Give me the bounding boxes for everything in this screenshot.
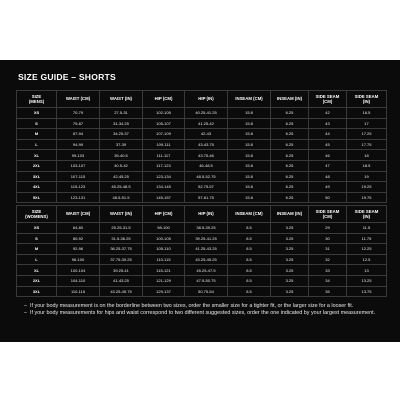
measurement-cell: 6.25 (271, 171, 309, 182)
measurement-cell: 15.8 (228, 108, 271, 119)
table-row (17, 192, 387, 203)
measurement-cell: 92-96 (57, 244, 100, 255)
measurement-cell: 12.5 (347, 254, 387, 265)
measurement-cell: 111-117 (143, 150, 185, 161)
measurement-cell: 123-131 (57, 192, 100, 203)
measurement-cell: 38.5-39.25 (185, 223, 228, 234)
measurement-cell: 3.25 (271, 244, 309, 255)
column-header: INSEAM (CM) (228, 206, 271, 223)
column-header: HIP (IN) (185, 91, 228, 108)
table-row (17, 160, 387, 171)
size-label-cell: 2XL (17, 275, 57, 286)
mens-header-row (17, 91, 387, 108)
measurement-cell: 6.25 (271, 129, 309, 140)
measurement-cell: 37.75-39.25 (100, 254, 143, 265)
table-row (17, 118, 387, 129)
measurement-cell: 8.5 (228, 244, 271, 255)
table-row (17, 265, 387, 276)
table-row (17, 150, 387, 161)
measurement-cell: 44 (309, 129, 347, 140)
measurement-cell: 98-100 (143, 223, 185, 234)
size-label-cell: XS (17, 108, 57, 119)
bullet-dash: – (24, 310, 27, 317)
measurement-cell: 45.25-48.5 (100, 182, 143, 193)
measurement-cell: 6.25 (271, 139, 309, 150)
measurement-cell: 8.5 (228, 265, 271, 276)
measurement-cell: 35 (309, 286, 347, 297)
size-label-cell: S (17, 118, 57, 129)
measurement-cell: 47 (309, 160, 347, 171)
size-label-cell: 2XL (17, 160, 57, 171)
column-header: SIZE (WOMENS) (17, 206, 57, 223)
measurement-cell: 15.8 (228, 150, 271, 161)
measurement-cell: 43-43.75 (185, 139, 228, 150)
measurement-cell: 134-145 (143, 182, 185, 193)
measurement-cell: 123-134 (143, 171, 185, 182)
table-row (17, 254, 387, 265)
measurement-cell: 33 (309, 265, 347, 276)
measurement-cell: 27.5-31 (100, 108, 143, 119)
measurement-cell: 18 (347, 150, 387, 161)
table-row (17, 171, 387, 182)
measurement-cell: 100-105 (143, 233, 185, 244)
measurement-cell: 107-115 (57, 171, 100, 182)
measurement-cell: 8.5 (228, 286, 271, 297)
measurement-cell: 13 (347, 265, 387, 276)
note-item (24, 310, 380, 317)
measurement-cell: 50.75-54 (185, 286, 228, 297)
measurement-cell: 40.5-42 (100, 160, 143, 171)
measurement-cell: 46 (309, 150, 347, 161)
measurement-cell: 11.75 (347, 233, 387, 244)
size-label-cell: L (17, 254, 57, 265)
table-row (17, 244, 387, 255)
measurement-cell: 6.25 (271, 182, 309, 193)
measurement-cell: 57-61.75 (185, 192, 228, 203)
measurement-cell: 42 (309, 108, 347, 119)
measurement-cell: 3.25 (271, 223, 309, 234)
measurement-cell: 34.25-37 (100, 129, 143, 140)
measurement-cell: 115-123 (57, 182, 100, 193)
size-label-cell: XL (17, 150, 57, 161)
measurement-cell: 8.5 (228, 233, 271, 244)
column-header: INSEAM (IN) (271, 206, 309, 223)
measurement-cell: 3.25 (271, 265, 309, 276)
column-header: SIDE SEAM (IN) (347, 91, 387, 108)
table-row (17, 233, 387, 244)
table-row (17, 139, 387, 150)
measurement-cell: 29 (309, 223, 347, 234)
size-label-cell: XS (17, 223, 57, 234)
bullet-dash: – (24, 303, 27, 309)
note-item (24, 303, 380, 310)
measurement-cell: 39-40.5 (100, 150, 143, 161)
table-row (17, 182, 387, 193)
measurement-cell: 109-111 (143, 139, 185, 150)
measurement-cell: 42-45.25 (100, 171, 143, 182)
column-header: WAIST (CM) (57, 91, 100, 108)
measurement-cell: 103-107 (57, 160, 100, 171)
measurement-cell: 45 (309, 139, 347, 150)
measurement-cell: 39.25-41 (100, 265, 143, 276)
measurement-cell: 80-92 (57, 233, 100, 244)
measurement-cell: 12.25 (347, 244, 387, 255)
measurement-cell: 110-116 (57, 286, 100, 297)
measurement-cell: 52.75-57 (185, 182, 228, 193)
measurement-cell: 115-121 (143, 265, 185, 276)
measurement-cell: 8.5 (228, 275, 271, 286)
fit-notes (24, 303, 380, 318)
measurement-cell: 34 (309, 275, 347, 286)
mens-size-table (16, 90, 387, 203)
measurement-cell: 43.25-45.25 (185, 254, 228, 265)
size-label-cell: 3XL (17, 286, 57, 297)
measurement-cell: 11.5 (347, 223, 387, 234)
note-text: If your body measurement is on the borderline between two sizes, order the smaller size for a tighter fit, or the larger size for a looser fit. (30, 303, 354, 309)
size-guide-panel (0, 60, 400, 342)
size-label-cell: 3XL (17, 171, 57, 182)
measurement-cell: 41-43.25 (100, 275, 143, 286)
womens-size-table (16, 205, 387, 297)
measurement-cell: 19.75 (347, 192, 387, 203)
measurement-cell: 96-100 (57, 254, 100, 265)
note-text: If your body measurements for hips and waist correspond to two different suggested sizes, order the one indicated by your largest measurement. (30, 310, 376, 317)
measurement-cell: 79-87 (57, 118, 100, 129)
measurement-cell: 104-110 (57, 275, 100, 286)
measurement-cell: 37-39 (100, 139, 143, 150)
column-header: INSEAM (CM) (228, 91, 271, 108)
measurement-cell: 64-80 (57, 223, 100, 234)
measurement-cell: 105-107 (143, 118, 185, 129)
measurement-cell: 45.25-47.5 (185, 265, 228, 276)
womens-size-table-container (16, 205, 386, 297)
measurement-cell: 94-99 (57, 139, 100, 150)
measurement-cell: 13.75 (347, 286, 387, 297)
measurement-cell: 47.5-50.75 (185, 275, 228, 286)
measurement-cell: 49 (309, 182, 347, 193)
measurement-cell: 15.8 (228, 182, 271, 193)
column-header: HIP (CM) (143, 206, 185, 223)
measurement-cell: 43.75-46 (185, 150, 228, 161)
measurement-cell: 107-109 (143, 129, 185, 140)
measurement-cell: 17.25 (347, 129, 387, 140)
measurement-cell: 31 (309, 244, 347, 255)
measurement-cell: 87-94 (57, 129, 100, 140)
size-label-cell: M (17, 129, 57, 140)
measurement-cell: 41.25-43.25 (185, 244, 228, 255)
measurement-cell: 8.5 (228, 254, 271, 265)
measurement-cell: 6.25 (271, 160, 309, 171)
measurement-cell: 18.5 (347, 160, 387, 171)
measurement-cell: 40.25-41.25 (185, 108, 228, 119)
column-header: HIP (IN) (185, 206, 228, 223)
mens-size-table-container (16, 90, 386, 203)
measurement-cell: 42-43 (185, 129, 228, 140)
measurement-cell: 16.5 (347, 108, 387, 119)
womens-header-row (17, 206, 387, 223)
measurement-cell: 3.25 (271, 286, 309, 297)
measurement-cell: 3.25 (271, 233, 309, 244)
column-header: SIZE (MENS) (17, 91, 57, 108)
measurement-cell: 102-105 (143, 108, 185, 119)
measurement-cell: 48 (309, 171, 347, 182)
measurement-cell: 3.25 (271, 254, 309, 265)
measurement-cell: 99-103 (57, 150, 100, 161)
column-header: SIDE SEAM (IN) (347, 206, 387, 223)
measurement-cell: 121-129 (143, 275, 185, 286)
column-header: INSEAM (IN) (271, 91, 309, 108)
measurement-cell: 48.5-52.75 (185, 171, 228, 182)
page-title: SIZE GUIDE – SHORTS (18, 72, 116, 82)
size-label-cell: 4XL (17, 182, 57, 193)
size-label-cell: M (17, 244, 57, 255)
measurement-cell: 15.8 (228, 129, 271, 140)
size-label-cell: 5XL (17, 192, 57, 203)
measurement-cell: 46-48.5 (185, 160, 228, 171)
measurement-cell: 31.5-36.25 (100, 233, 143, 244)
measurement-cell: 30 (309, 233, 347, 244)
measurement-cell: 31-34.25 (100, 118, 143, 129)
measurement-cell: 39.25-41.25 (185, 233, 228, 244)
measurement-cell: 13.25 (347, 275, 387, 286)
measurement-cell: 32 (309, 254, 347, 265)
table-row (17, 108, 387, 119)
measurement-cell: 100-104 (57, 265, 100, 276)
measurement-cell: 6.25 (271, 192, 309, 203)
column-header: HIP (CM) (143, 91, 185, 108)
size-label-cell: S (17, 233, 57, 244)
column-header: SIDE SEAM (CM) (309, 206, 347, 223)
measurement-cell: 15.8 (228, 192, 271, 203)
measurement-cell: 3.25 (271, 275, 309, 286)
measurement-cell: 25.25-31.5 (100, 223, 143, 234)
measurement-cell: 43.25-45.75 (100, 286, 143, 297)
measurement-cell: 145-157 (143, 192, 185, 203)
measurement-cell: 48.5-51.5 (100, 192, 143, 203)
measurement-cell: 110-115 (143, 254, 185, 265)
measurement-cell: 15.8 (228, 118, 271, 129)
measurement-cell: 19 (347, 171, 387, 182)
measurement-cell: 117-123 (143, 160, 185, 171)
table-row (17, 286, 387, 297)
measurement-cell: 8.5 (228, 223, 271, 234)
measurement-cell: 6.25 (271, 150, 309, 161)
measurement-cell: 43 (309, 118, 347, 129)
size-label-cell: L (17, 139, 57, 150)
measurement-cell: 17.75 (347, 139, 387, 150)
column-header: WAIST (IN) (100, 206, 143, 223)
measurement-cell: 19.25 (347, 182, 387, 193)
measurement-cell: 15.8 (228, 139, 271, 150)
size-label-cell: XL (17, 265, 57, 276)
column-header: WAIST (CM) (57, 206, 100, 223)
measurement-cell: 15.8 (228, 171, 271, 182)
measurement-cell: 15.8 (228, 160, 271, 171)
column-header: SIDE SEAM (CM) (309, 91, 347, 108)
measurement-cell: 129-137 (143, 286, 185, 297)
table-row (17, 275, 387, 286)
measurement-cell: 41.25-42 (185, 118, 228, 129)
measurement-cell: 36.25-37.75 (100, 244, 143, 255)
measurement-cell: 6.25 (271, 118, 309, 129)
measurement-cell: 105-110 (143, 244, 185, 255)
table-row (17, 223, 387, 234)
table-row (17, 129, 387, 140)
measurement-cell: 17 (347, 118, 387, 129)
measurement-cell: 50 (309, 192, 347, 203)
measurement-cell: 6.25 (271, 108, 309, 119)
column-header: WAIST (IN) (100, 91, 143, 108)
measurement-cell: 70-79 (57, 108, 100, 119)
